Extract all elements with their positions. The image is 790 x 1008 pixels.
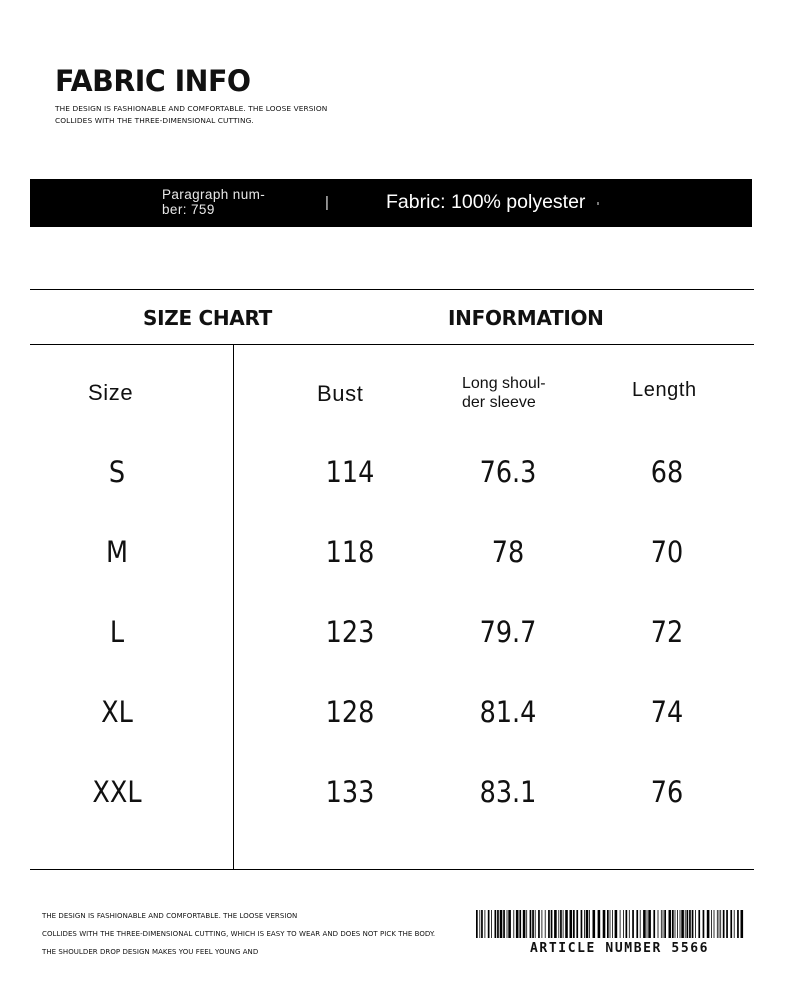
subtitle-line-1: THE DESIGN IS FASHIONABLE AND COMFORTABLE. THE LOOSE VERSION bbox=[55, 104, 328, 113]
information-heading: INFORMATION bbox=[448, 306, 604, 330]
table-top-divider bbox=[30, 289, 754, 290]
table-row bbox=[0, 695, 790, 735]
footer-note-line-1: THE DESIGN IS FASHIONABLE AND COMFORTABLE. THE LOOSE VERSION bbox=[42, 912, 298, 920]
table-row bbox=[0, 775, 790, 815]
cell-size: XL bbox=[101, 695, 133, 729]
paragraph-number: Paragraph num-ber: 759 bbox=[162, 187, 266, 217]
cell-shoulder: 81.4 bbox=[479, 695, 537, 729]
column-header-size: Size bbox=[88, 380, 134, 405]
cell-length: 68 bbox=[650, 455, 684, 489]
cell-shoulder: 76.3 bbox=[479, 455, 537, 489]
table-row bbox=[0, 535, 790, 575]
table-bottom-divider bbox=[30, 869, 754, 870]
column-header-length: Length bbox=[632, 379, 697, 401]
article-number: ARTICLE NUMBER 5566 bbox=[530, 941, 710, 956]
cell-shoulder: 79.7 bbox=[479, 615, 537, 649]
column-header-bust: Bust bbox=[317, 381, 364, 406]
column-header-shoulder-sleeve: Long shoul-der sleeve bbox=[462, 375, 546, 411]
footer-note-line-3: THE SHOULDER DROP DESIGN MAKES YOU FEEL YOUNG AND bbox=[42, 948, 259, 956]
cell-bust: 128 bbox=[325, 695, 375, 729]
cell-bust: 133 bbox=[325, 775, 375, 809]
fabric-info-band bbox=[30, 179, 752, 227]
page-title: FABRIC INFO bbox=[55, 64, 251, 98]
barcode-icon bbox=[476, 910, 746, 938]
subtitle-line-2: COLLIDES WITH THE THREE-DIMENSIONAL CUTTING. bbox=[55, 116, 254, 125]
cell-bust: 123 bbox=[325, 615, 375, 649]
cell-size: XXL bbox=[92, 775, 142, 809]
footer-note-line-2: COLLIDES WITH THE THREE-DIMENSIONAL CUTTING, WHICH IS EASY TO WEAR AND DOES NOT PICK THE BODY. bbox=[42, 930, 436, 938]
cell-shoulder: 83.1 bbox=[479, 775, 537, 809]
cell-length: 72 bbox=[650, 615, 684, 649]
table-header-divider bbox=[30, 344, 754, 345]
cell-length: 76 bbox=[650, 775, 684, 809]
fabric-composition: Fabric: 100% polyester bbox=[386, 191, 586, 213]
cell-size: L bbox=[109, 615, 125, 649]
cell-bust: 118 bbox=[325, 535, 375, 569]
size-chart-heading: SIZE CHART bbox=[143, 306, 273, 330]
cell-size: M bbox=[105, 535, 129, 569]
table-row bbox=[0, 455, 790, 495]
table-row bbox=[0, 615, 790, 655]
cell-length: 74 bbox=[650, 695, 684, 729]
band-dot bbox=[597, 202, 599, 205]
cell-bust: 114 bbox=[325, 455, 375, 489]
cell-shoulder: 78 bbox=[491, 535, 525, 569]
cell-length: 70 bbox=[650, 535, 684, 569]
cell-size: S bbox=[108, 455, 126, 489]
band-separator: | bbox=[325, 194, 329, 211]
